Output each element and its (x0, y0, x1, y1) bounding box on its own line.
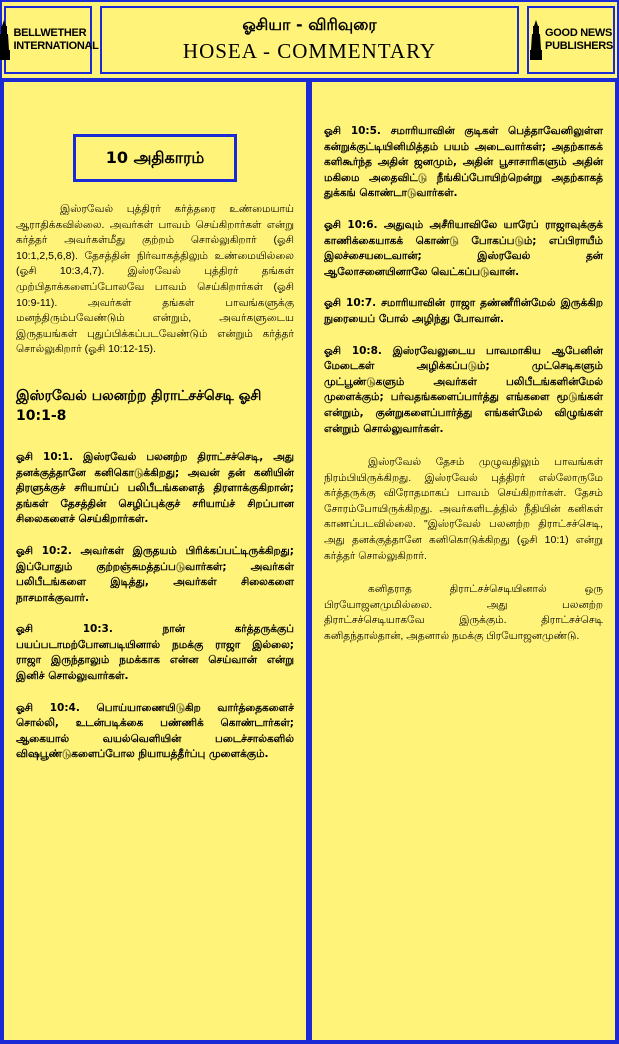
verse-10-7: ஓசி 10:7. சமாரியாவின் ராஜா தண்ணீரின்மேல் இருக்கிற நுரையைப் போல் அழிந்து போவான். (324, 297, 603, 325)
chapter-label: 10 அதிகாரம் (73, 134, 237, 182)
title-tamil: ஓசியா - விரிவுரை (242, 15, 377, 34)
right-column (312, 82, 615, 1040)
right-logo-line1: GOOD NEWS (545, 27, 613, 39)
commentary-paragraph-1: இஸ்ரவேல் தேசம் முழுவதிலும் பாவங்கள் நிரம்பியிருக்கிறது. இஸ்ரவேல் புத்திரர் எல்லோருமே கர்த்தருக்கு விரோதமாகப் பாவம் செய்கிறார்கள். தேசம் சோரம்போயிருக்கிறது. அவர்களிடத்தில் நீதியின் கனிகள் காணப்படவில்லை. "இஸ்ரவேல் பலனற்ற திராட்சச்செடி, அது தனக்குத்தானே கனிகொடுக்கிறது (ஓசி 10:1) என்று கர்த்தர் சொல்லுகிறார். (324, 456, 603, 562)
section-heading: இஸ்ரவேல் பலனற்ற திராட்சச்செடி ஓசி 10:1-8 (16, 387, 262, 424)
verse-10-3: ஓசி 10:3. நான் கர்த்தருக்குப் பயப்படாமற்போனபடியினால் நமக்கு ராஜா இல்லை; ராஜா இருந்தாலும் நமக்காக என்ன செய்வான் என்று இனிச் சொல்லுவார்கள். (16, 623, 294, 683)
intro-paragraph: இஸ்ரவேல் புத்திரர் கர்த்தரை உண்மையாய் ஆராதிக்கவில்லை. அவர்கள் பாவம் செய்கிறார்கள் என்று கர்த்தர் அவர்கள்மீது குற்றம் சொல்லுகிறார் (ஓசி 10:1,2,5,6,8). தேசத்தின் நிர்வாகத்திலும் உண்மையில்லை (ஓசி 10:3,4,7). இஸ்ரவேல் புத்திரர் தங்கள் முற்பிதாக்களைப்போலவே பாவம் செய்கிறார்கள் (ஓசி 10:9-11). அவர்கள் தங்கள் பாவங்களுக்கு மனந்திரும்பவேண்டும் என்றும், அவர்களுடைய இருதயங்கள் புதுப்பிக்கப்படவேண்டும் என்றும் கர்த்தர் சொல்லுகிறார் (ஓசி 10:12-15). (16, 203, 294, 356)
verse-10-8: ஓசி 10:8. இஸ்ரவேலுடைய பாவமாகிய ஆபேனின் மேடைகள் அழிக்கப்படும்; முட்செடிகளும் முட்பூண்டுகளும் அவர்கள் பலிபீடங்களின்மேல் முளைக்கும்; பர்வதங்களைப்பார்த்து எங்களை மூடுங்கள் என்றும், குன்றுகளைப்பார்த்து எங்கள்மேல் விழுங்கள் என்றும் சொல்லுவார்கள். (324, 344, 603, 435)
left-logo-line2: INTERNATIONAL (13, 40, 99, 52)
left-logo-line1: BELLWETHER (13, 27, 87, 39)
commentary-paragraph-2: கனிதராத திராட்சச்செடியினால் ஒரு பிரயோஜனமுமில்லை. அது பலனற்ற திராட்சச்செடியாகவே இருக்கும். திராட்சச்செடி கனிதந்தால்தான், அதனால் நமக்கு பிரயோஜனமுண்டு. (324, 583, 603, 643)
left-column (4, 82, 306, 1040)
tower-icon (529, 20, 543, 60)
page-header (2, 2, 617, 78)
verse-10-2: ஓசி 10:2. அவர்கள் இருதயம் பிரிக்கப்பட்டிருக்கிறது; இப்போதும் குற்றஞ்சுமத்தப்படுவார்கள்; அவர்கள் பலிபீடங்களை இடித்து, அவர்கள் சிலைகளை நாசமாக்குவார். (16, 544, 294, 604)
title-box (100, 6, 519, 74)
verse-10-4: ஓசி 10:4. பொய்யாணையிடுகிற வார்த்தைகளைச் சொல்லி, உடன்படிக்கை பண்ணிக் கொண்டார்கள்; ஆகையால் வயல்வெளியின் படைச்சால்களில் விஷபூண்டுகளைப்போல நியாயத்தீர்ப்பு முளைக்கும். (16, 701, 294, 761)
good-news-logo (527, 6, 615, 74)
verse-10-6: ஓசி 10:6. அதுவும் அசீரியாவிலே யாரேப் ராஜாவுக்குக் காணிக்கையாகக் கொண்டு போகப்படும்; எப்பிராயீம் இலச்சையடைவான்; இஸ்ரவேல் தன் ஆலோசனையினாலே வெட்கப்படுவான். (324, 218, 603, 278)
right-logo-line2: PUBLISHERS (545, 40, 613, 52)
bellwether-logo (4, 6, 99, 74)
verse-10-1: ஓசி 10:1. இஸ்ரவேல் பலனற்ற திராட்சச்செடி, அது தனக்குத்தானே கனிகொடுக்கிறது; அவன் தன் கனியின் திரளுக்குச் சரியாய்ப் பலிபீடங்களைத் திரளாக்குகிறான்; தங்கள் தேசத்தின் செழிப்புக்குச் சரியாய்ச் சிறப்பான சிலைகளைச் செய்கிறார்கள். (16, 450, 294, 526)
verse-10-5: ஓசி 10:5. சமாரியாவின் குடிகள் பெத்தாவேனிலுள்ள கன்றுக்குட்டியினிமித்தம் பயம் அடைவார்கள்; அதற்காகக் களிகூர்ந்த அதின் ஜனமும், அதின் பூசாசாரிகளும் அதின் மகிமை அதைவிட்டு நீங்கிப்போயிற்றென்று அதற்காகத் துக்கங் கொண்டாடுவார்கள். (324, 125, 603, 200)
title-english: HOSEA - COMMENTARY (182, 39, 437, 63)
bell-tower-icon (0, 20, 11, 60)
